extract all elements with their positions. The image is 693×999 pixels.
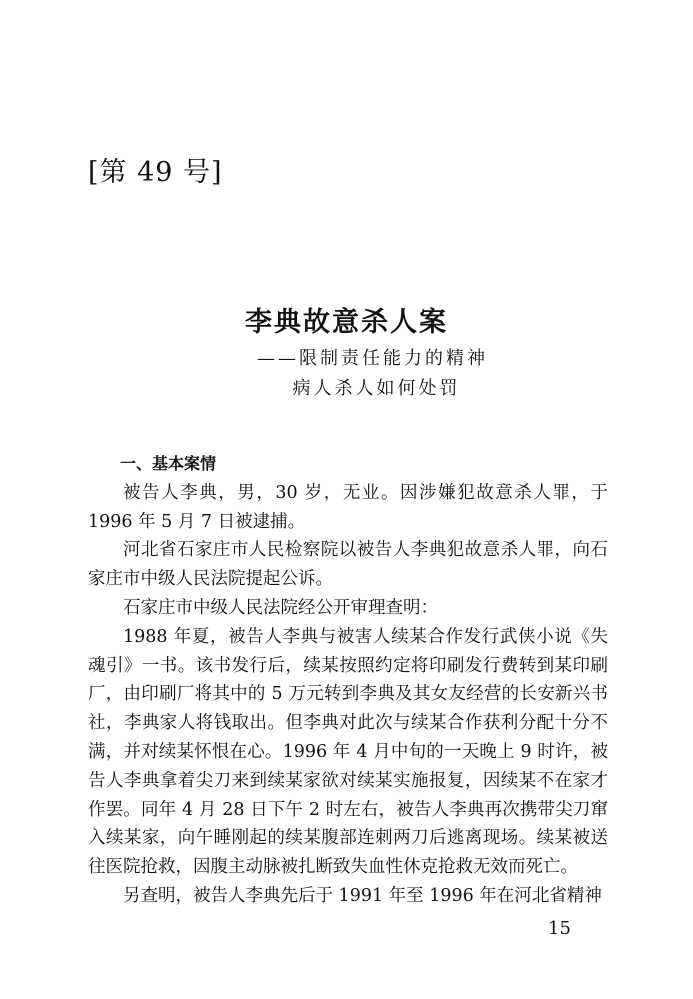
case-number: [第 49 号] — [88, 157, 223, 188]
paragraph-court-finding-intro: 石家庄市中级人民法院经公开审理查明： — [123, 597, 438, 618]
subtitle-line-2: 病人杀人如何处罚 — [292, 378, 461, 399]
subtitle-line-1: ——限制责任能力的精神 — [257, 348, 488, 369]
paragraph-further-finding: 另查明，被告人李典先后于 1991 年至 1996 年在河北省精神 — [123, 885, 602, 906]
paragraph-prosecution: 河北省石家庄市人民检察院以被告人李典犯故意杀人罪，向石家庄市中级人民法院提起公诉。 — [88, 540, 608, 590]
body-text — [88, 450, 608, 911]
page-number: 15 — [548, 918, 571, 939]
paragraph-defendant-info: 被告人李典，男，30 岁，无业。因涉嫌犯故意杀人罪，于 1996 年 5 月 7 日被逮捕。 — [88, 482, 608, 532]
case-title: 李典故意杀人案 — [245, 307, 448, 338]
paragraph-facts: 1988 年夏，被告人李典与被害人续某合作发行武侠小说《失魂引》一书。该书发行后，续某按照约定将印刷发行费转到某印刷厂，由印刷厂将其中的 5 万元转到李典及其女友经营的长安新兴书社，李典家人将钱取出。但李典对此次与续某合作获利分配十分不满，并对续某怀恨在心。1996 年 4 月中旬的一天晚上 9 时许，被告人李典拿着尖刀来到续某家欲对续某实施报复，因续某不在家才作罢。同年 4 月 28 日下午 2 时左右，被告人李典再次携带尖刀窜入续某家，向午睡刚起的续某腹部连刺两刀后逃离现场。续某被送往医院抢救，因腹主动脉被扎断致失血性休克抢救无效而死亡。 — [88, 626, 608, 878]
section-heading: 一、基本案情 — [120, 454, 217, 473]
